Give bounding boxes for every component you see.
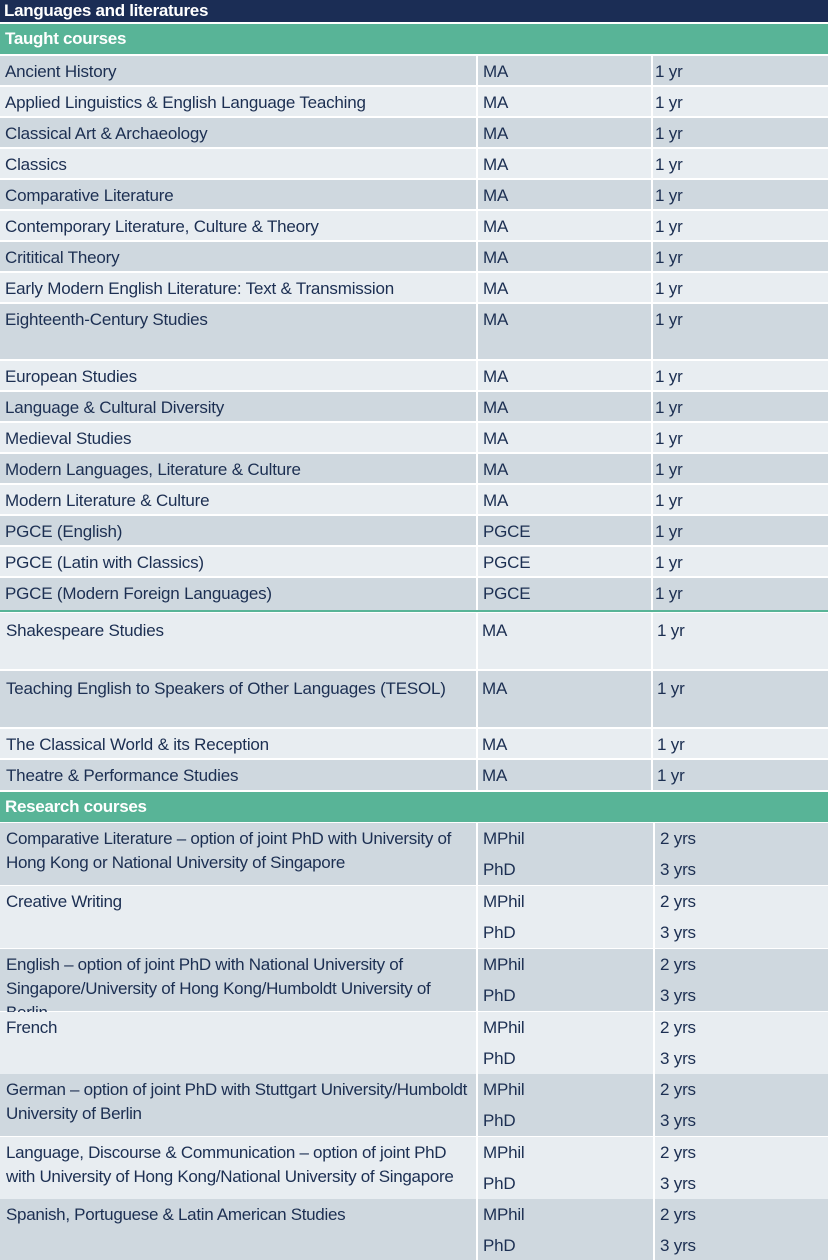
course-name: German – option of joint PhD with Stuttgart University/Humboldt University of Berlin [0, 1074, 476, 1136]
course-name: Spanish, Portuguese & Latin American Studies [0, 1199, 476, 1260]
duration: 1 yr [653, 516, 828, 545]
duration: 1 yr [653, 760, 828, 790]
research-course-group [0, 1012, 828, 1074]
award: MA [478, 118, 651, 147]
award: MPhil [478, 886, 653, 917]
award: MPhil [478, 1074, 653, 1105]
course-name: Eighteenth-Century Studies [0, 304, 476, 359]
course-name: Language, Discourse & Communication – option of joint PhD with University of Hong Kong/National University of Singapore [0, 1137, 476, 1199]
course-name: Comparative Literature [0, 180, 476, 209]
table-row [0, 180, 828, 209]
award: MA [478, 671, 651, 727]
duration: 1 yr [653, 118, 828, 147]
research-courses-heading: Research courses [0, 792, 828, 822]
award: MA [478, 392, 651, 421]
award: MPhil [478, 1012, 653, 1043]
duration: 1 yr [653, 304, 828, 359]
award: MPhil [478, 823, 653, 854]
course-name: PGCE (English) [0, 516, 476, 545]
course-name: The Classical World & its Reception [0, 729, 476, 758]
duration: 1 yr [653, 56, 828, 85]
taught-courses-heading: Taught courses [0, 24, 828, 54]
duration: 3 yrs [655, 1168, 828, 1199]
course-name: Creative Writing [0, 886, 476, 948]
section-divider [0, 610, 828, 612]
course-name: Classics [0, 149, 476, 178]
duration: 2 yrs [655, 1137, 828, 1168]
table-row [0, 392, 828, 421]
award: MA [478, 485, 651, 514]
award: PhD [478, 1043, 653, 1074]
award: MA [478, 211, 651, 240]
research-course-group [0, 886, 828, 948]
course-name: Comparative Literature – option of joint PhD with University of Hong Kong or National University of Singapore [0, 823, 476, 885]
course-name: English – option of joint PhD with National University of Singapore/University of Hong Kong/Humboldt University of [0, 949, 476, 1011]
award: MA [478, 613, 651, 669]
award: MA [478, 361, 651, 390]
table-row [0, 87, 828, 116]
table-row [0, 671, 828, 727]
duration: 3 yrs [655, 917, 828, 948]
table-row [0, 578, 828, 610]
table-row [0, 613, 828, 669]
award: MA [478, 760, 651, 790]
table-row [0, 273, 828, 302]
duration: 3 yrs [655, 980, 828, 1011]
award: MPhil [478, 949, 653, 980]
award: MA [478, 242, 651, 271]
award: PhD [478, 917, 653, 948]
research-course-group [0, 1074, 828, 1136]
duration: 3 yrs [655, 1043, 828, 1074]
course-name: European Studies [0, 361, 476, 390]
table-row [0, 361, 828, 390]
duration: 2 yrs [655, 1074, 828, 1105]
research-course-group [0, 1137, 828, 1199]
table-row [0, 118, 828, 147]
duration: 1 yr [653, 423, 828, 452]
duration: 2 yrs [655, 1199, 828, 1230]
duration: 1 yr [653, 361, 828, 390]
award: PGCE [478, 547, 651, 576]
course-name: Modern Languages, Literature & Culture [0, 454, 476, 483]
award: PhD [478, 1168, 653, 1199]
award: MA [478, 149, 651, 178]
research-course-group [0, 1199, 828, 1260]
table-row [0, 516, 828, 545]
table-row [0, 454, 828, 483]
duration: 1 yr [653, 242, 828, 271]
duration: 1 yr [653, 87, 828, 116]
table-row [0, 149, 828, 178]
duration: 1 yr [653, 273, 828, 302]
duration: 3 yrs [655, 1230, 828, 1260]
duration: 1 yr [653, 578, 828, 610]
course-name: Early Modern English Literature: Text & Transmission [0, 273, 476, 302]
duration: 1 yr [653, 729, 828, 758]
award: MA [478, 56, 651, 85]
course-name: Classical Art & Archaeology [0, 118, 476, 147]
award: MPhil [478, 1199, 653, 1230]
award: MA [478, 273, 651, 302]
course-name: Contemporary Literature, Culture & Theory [0, 211, 476, 240]
duration: 1 yr [653, 149, 828, 178]
award: PGCE [478, 516, 651, 545]
table-row [0, 729, 828, 758]
duration: 2 yrs [655, 823, 828, 854]
duration: 1 yr [653, 613, 828, 669]
duration: 1 yr [653, 392, 828, 421]
course-name: Crititical Theory [0, 242, 476, 271]
duration: 3 yrs [655, 854, 828, 885]
table-row [0, 242, 828, 271]
table-row [0, 760, 828, 790]
award: PhD [478, 1230, 653, 1260]
course-name: PGCE (Latin with Classics) [0, 547, 476, 576]
award: MPhil [478, 1137, 653, 1168]
table-row [0, 304, 828, 359]
course-name: Modern Literature & Culture [0, 485, 476, 514]
table-row [0, 547, 828, 576]
award: PGCE [478, 578, 651, 610]
research-course-group [0, 949, 828, 1011]
course-name: PGCE (Modern Foreign Languages) [0, 578, 476, 610]
award: MA [478, 729, 651, 758]
research-course-group [0, 823, 828, 885]
duration: 2 yrs [655, 949, 828, 980]
table-row [0, 485, 828, 514]
course-name: Shakespeare Studies [0, 613, 476, 669]
award: MA [478, 180, 651, 209]
award: PhD [478, 854, 653, 885]
duration: 1 yr [653, 454, 828, 483]
duration: 1 yr [653, 671, 828, 727]
course-name: French [0, 1012, 476, 1074]
duration: 1 yr [653, 485, 828, 514]
course-name: Applied Linguistics & English Language Teaching [0, 87, 476, 116]
course-name: Ancient History [0, 56, 476, 85]
table-row [0, 423, 828, 452]
duration: 1 yr [653, 211, 828, 240]
duration: 2 yrs [655, 886, 828, 917]
duration: 1 yr [653, 180, 828, 209]
duration: 1 yr [653, 547, 828, 576]
duration: 3 yrs [655, 1105, 828, 1136]
award: MA [478, 304, 651, 359]
table-row [0, 211, 828, 240]
course-name: Teaching English to Speakers of Other Languages (TESOL) [0, 671, 476, 727]
course-name: Medieval Studies [0, 423, 476, 452]
table-row [0, 56, 828, 85]
course-name: Language & Cultural Diversity [0, 392, 476, 421]
award: MA [478, 454, 651, 483]
duration: 2 yrs [655, 1012, 828, 1043]
award: MA [478, 423, 651, 452]
award: MA [478, 87, 651, 116]
course-name: Theatre & Performance Studies [0, 760, 476, 790]
award: PhD [478, 980, 653, 1011]
page-title: Languages and literatures [0, 0, 828, 22]
award: PhD [478, 1105, 653, 1136]
